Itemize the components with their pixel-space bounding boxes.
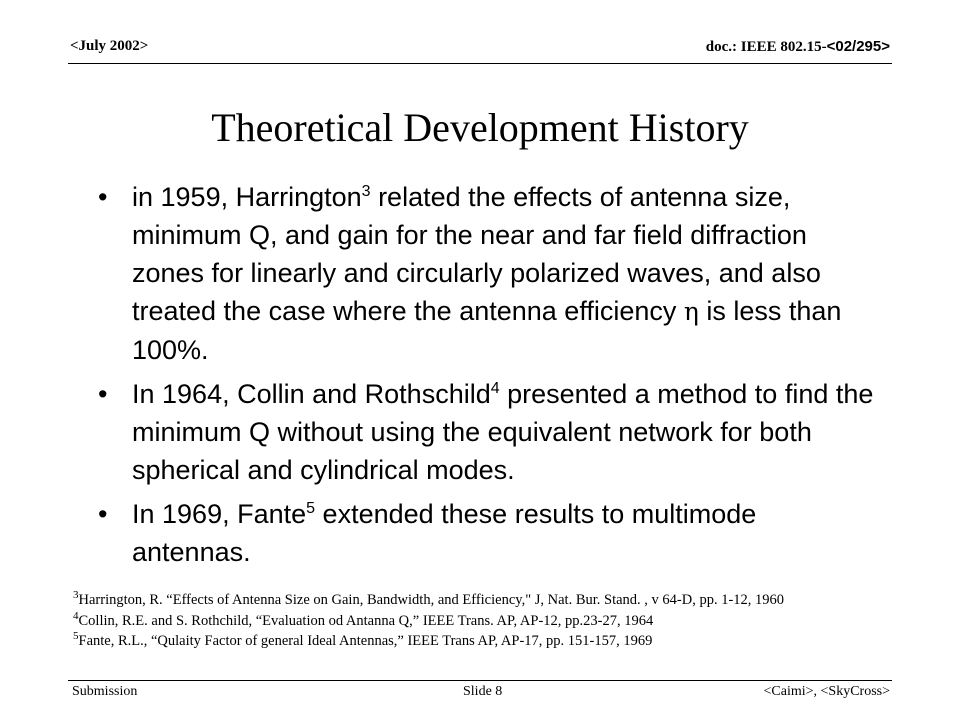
reference-number: 3 bbox=[73, 589, 79, 602]
bullet-text: related the effects of antenna size, minimum Q, and gain for the near and far field diffraction zones for linearly and circularly polarized waves, and also treated the case where the antenna efficiency bbox=[132, 182, 821, 326]
reference-text: Fante, R.L., “Qulaity Factor of general Ideal Antennas,” IEEE Trans AP, AP-17, pp. 151-157, 1969 bbox=[78, 633, 653, 649]
reference-item bbox=[73, 631, 933, 652]
footer-divider bbox=[68, 680, 892, 681]
footer-slide-number: Slide 8 bbox=[463, 684, 503, 699]
footnote-ref: 4 bbox=[490, 380, 500, 397]
slide-title: Theoretical Development History bbox=[211, 105, 749, 150]
bullet-dot-icon: • bbox=[98, 499, 108, 529]
reference-text: Collin, R.E. and S. Rothchild, “Evaluation od Antanna Q,” IEEE Trans. AP, AP-12, pp.23-27, 1964 bbox=[78, 612, 654, 629]
bullet-text: extended these results to multimode antennas. bbox=[132, 499, 757, 567]
bullet-item-fante bbox=[98, 495, 878, 571]
bullet-text: in 1959, Harrington bbox=[132, 182, 362, 212]
footnote-ref: 3 bbox=[361, 183, 371, 200]
bullet-dot-icon: • bbox=[98, 182, 108, 212]
bullet-item-collin bbox=[98, 375, 878, 489]
bullet-text: is less than 100%. bbox=[132, 296, 842, 365]
footer-authors: <Caimi>, <SkyCross> bbox=[763, 684, 890, 699]
header-doc-id bbox=[706, 38, 890, 56]
bullet-item-harrington bbox=[98, 178, 878, 369]
bullet-text: In 1969, Fante bbox=[132, 499, 307, 529]
footer-submission: Submission bbox=[72, 684, 138, 699]
reference-text: Harrington, R. “Effects of Antenna Size on Gain, Bandwidth, and Efficiency," J, Nat. Bur. Stand. , v 64-D, pp. 1-12, 1960 bbox=[78, 592, 785, 608]
header-doc-number: <02/295> bbox=[826, 38, 890, 55]
header-doc-prefix: doc.: IEEE 802.15- bbox=[705, 39, 827, 55]
bullet-dot-icon: • bbox=[98, 379, 108, 409]
header-divider bbox=[68, 63, 892, 64]
footnote-ref: 5 bbox=[306, 500, 316, 517]
eta-symbol: η bbox=[683, 297, 699, 326]
references bbox=[73, 590, 933, 652]
reference-number: 5 bbox=[73, 630, 79, 643]
bullet-text: presented a method to find the minimum Q without using the equivalent network for both spherical and cylindrical modes. bbox=[132, 379, 874, 485]
header-date: <July 2002> bbox=[70, 38, 149, 54]
bullet-list bbox=[98, 178, 878, 577]
reference-item bbox=[73, 611, 933, 632]
reference-number: 4 bbox=[73, 609, 79, 622]
reference-item bbox=[73, 590, 933, 611]
bullet-text: In 1964, Collin and Rothschild bbox=[132, 379, 491, 409]
